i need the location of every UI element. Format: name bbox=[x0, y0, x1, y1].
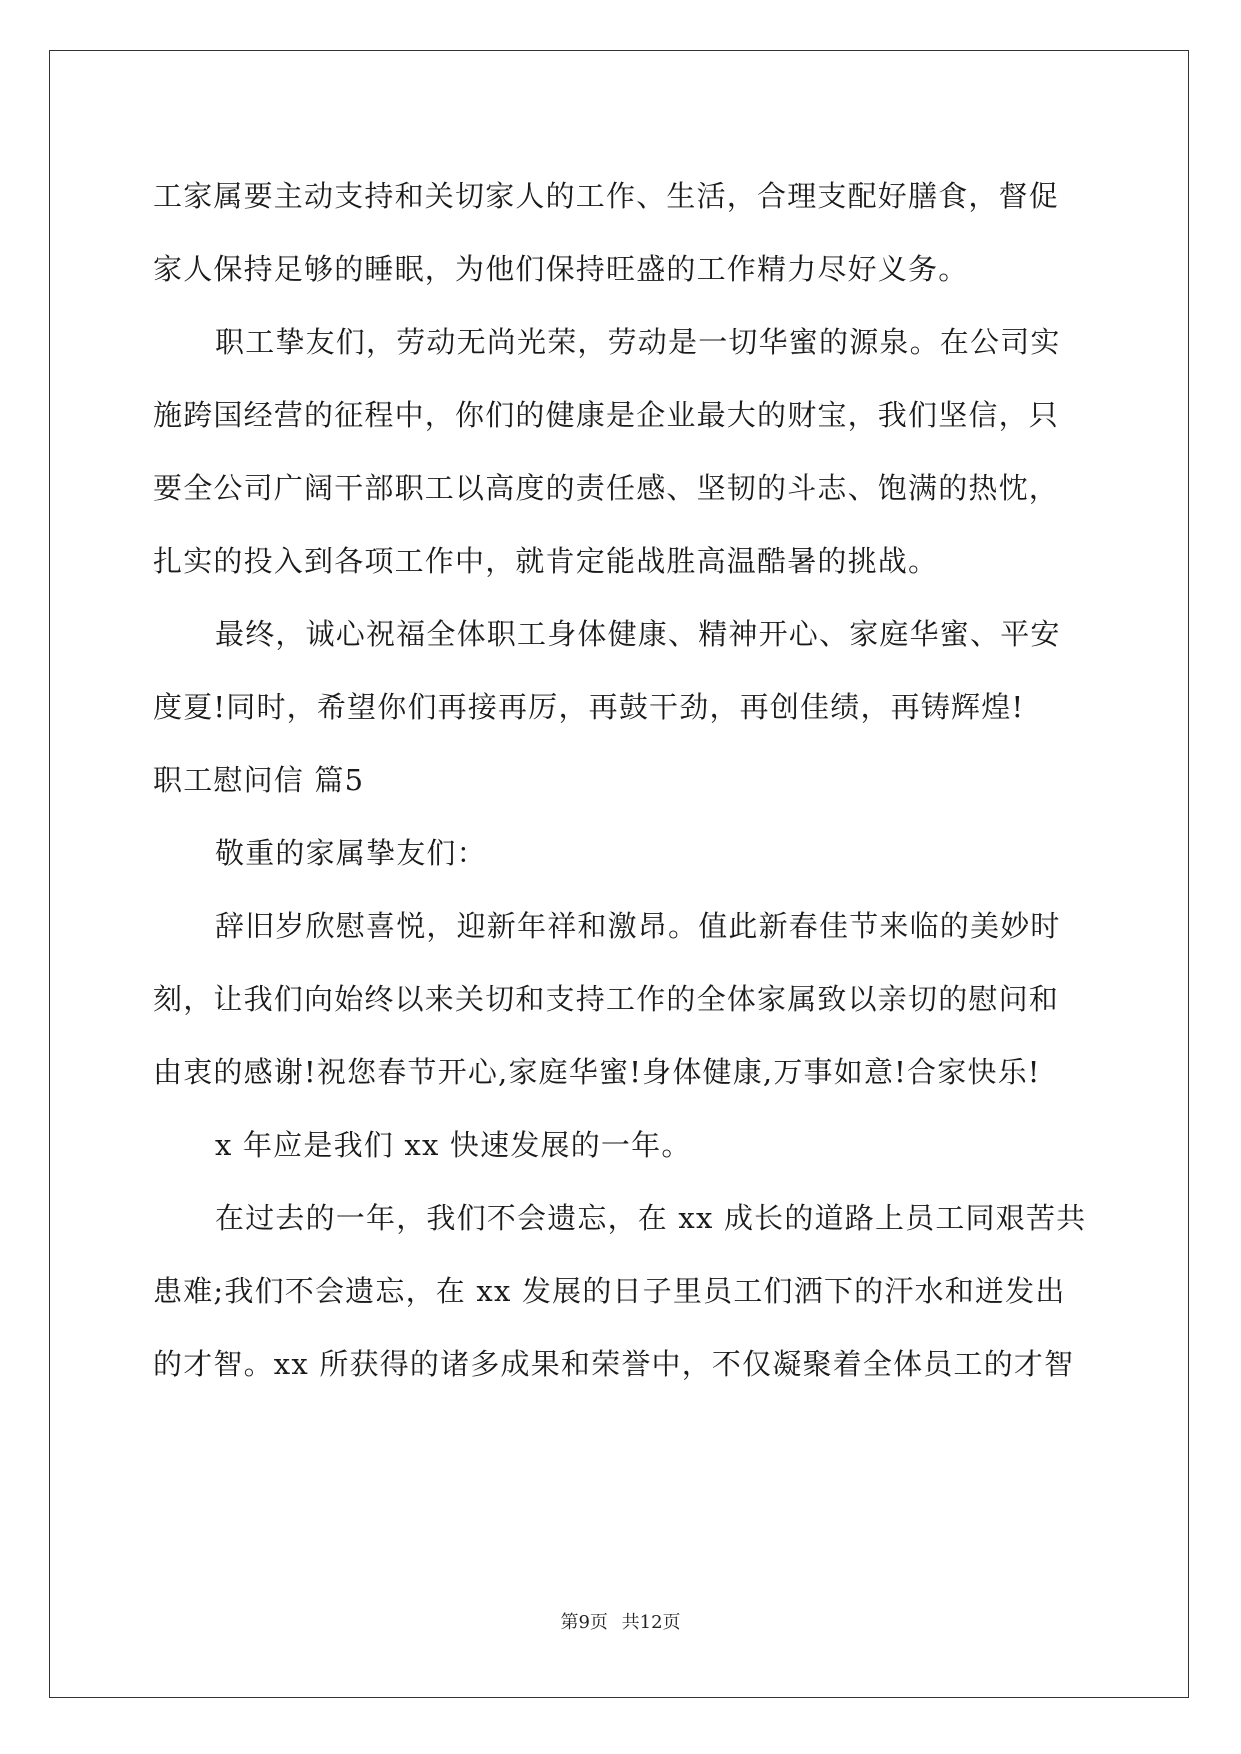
text-line: 职工挚友们，劳动无尚光荣，劳动是一切华蜜的源泉。在公司实 bbox=[215, 325, 1061, 359]
text-line: 辞旧岁欣慰喜悦，迎新年祥和激昂。值此新春佳节来临的美妙时 bbox=[215, 909, 1061, 943]
text-line: 要全公司广阔干部职工以高度的责任感、坚韧的斗志、饱满的热忱， bbox=[153, 471, 1060, 505]
text-line: 职工慰问信 篇5 bbox=[153, 763, 365, 797]
text-line: 度夏!同时，希望你们再接再厉，再鼓干劲，再创佳绩，再铸辉煌! bbox=[153, 690, 1025, 724]
text-line: 家人保持足够的睡眠，为他们保持旺盛的工作精力尽好义务。 bbox=[153, 252, 969, 286]
document-body bbox=[153, 160, 1088, 1401]
text-line: 刻，让我们向始终以来关切和支持工作的全体家属致以亲切的慰问和 bbox=[153, 982, 1060, 1016]
page-number: 第9页 bbox=[560, 1612, 608, 1633]
text-line: 最终，诚心祝福全体职工身体健康、精神开心、家庭华蜜、平安 bbox=[215, 617, 1061, 651]
text-line: x 年应是我们 xx 快速发展的一年。 bbox=[215, 1128, 692, 1162]
text-line: 扎实的投入到各项工作中，就肯定能战胜高温酷暑的挑战。 bbox=[153, 544, 939, 578]
page-total: 共12页 bbox=[621, 1612, 681, 1633]
text-line: 施跨国经营的征程中，你们的健康是企业最大的财宝，我们坚信，只 bbox=[153, 398, 1060, 432]
text-line: 敬重的家属挚友们： bbox=[215, 836, 487, 870]
text-line: 的才智。xx 所获得的诸多成果和荣誉中，不仅凝聚着全体员工的才智 bbox=[153, 1347, 1075, 1381]
page-footer bbox=[0, 1608, 1241, 1634]
text-line: 由衷的感谢!祝您春节开心,家庭华蜜!身体健康,万事如意!合家快乐! bbox=[153, 1055, 1041, 1089]
text-line: 工家属要主动支持和关切家人的工作、生活，合理支配好膳食，督促 bbox=[153, 179, 1060, 213]
text-line: 在过去的一年，我们不会遗忘，在 xx 成长的道路上员工同艰苦共 bbox=[215, 1201, 1087, 1235]
text-line: 患难;我们不会遗忘，在 xx 发展的日子里员工们洒下的汗水和迸发出 bbox=[153, 1274, 1066, 1308]
